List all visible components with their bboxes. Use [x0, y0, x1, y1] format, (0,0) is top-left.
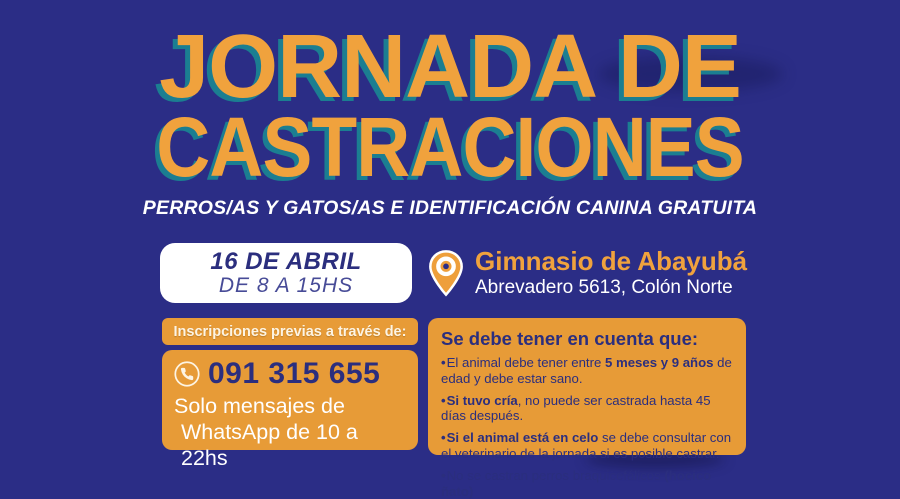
bullet-icon: • — [441, 467, 446, 483]
registration-note — [174, 393, 406, 472]
condition-item: •El animal debe tener entre 5 meses y 9 años de edad y debe estar sano. — [441, 355, 732, 386]
registration-header: Inscripciones previas a través de: — [162, 318, 418, 345]
title-line-1: JORNADA DE — [159, 17, 741, 117]
condition-item: •No se castran perros braquicefálicos (hocico ñato) — [441, 467, 712, 499]
bullet-icon: • — [441, 430, 446, 446]
registration-column — [162, 318, 418, 471]
phone-number: 091 315 655 — [208, 357, 381, 390]
location-text — [475, 247, 747, 298]
conditions-list — [441, 355, 733, 499]
location-pin-icon — [426, 248, 466, 298]
conditions-box — [428, 318, 746, 499]
location-block — [426, 247, 747, 298]
condition-item: •Si el animal está en celo se debe consultar con el veterinario de la jornada si es posible castrar. — [441, 430, 732, 461]
venue-address: Abrevadero 5613, Colón Norte — [475, 276, 733, 298]
date-box — [160, 243, 412, 303]
note-line-2: WhatsApp de 10 a 22hs — [181, 420, 358, 471]
bullet-icon: • — [441, 392, 446, 408]
conditions-header: Se debe tener en cuenta que: — [441, 328, 699, 349]
title-line-2: CASTRACIONES — [156, 100, 744, 194]
poster-title — [0, 17, 900, 194]
bullet-icon: • — [441, 355, 446, 370]
event-date: 16 DE ABRIL — [210, 248, 362, 276]
date-location-row — [160, 243, 760, 303]
registration-panel — [162, 350, 418, 471]
condition-item: •Si tuvo cría, no puede ser castrada hasta 45 días después. — [441, 392, 711, 424]
event-hours: DE 8 A 15HS — [218, 273, 354, 297]
poster-subtitle: PERROS/AS Y GATOS/AS E IDENTIFICACIÓN CANINA GRATUITA — [142, 197, 758, 219]
phone-row — [174, 359, 406, 389]
phone-icon — [174, 361, 200, 387]
venue-name: Gimnasio de Abayubá — [475, 246, 748, 277]
note-line-1: Solo mensajes de — [174, 394, 345, 418]
